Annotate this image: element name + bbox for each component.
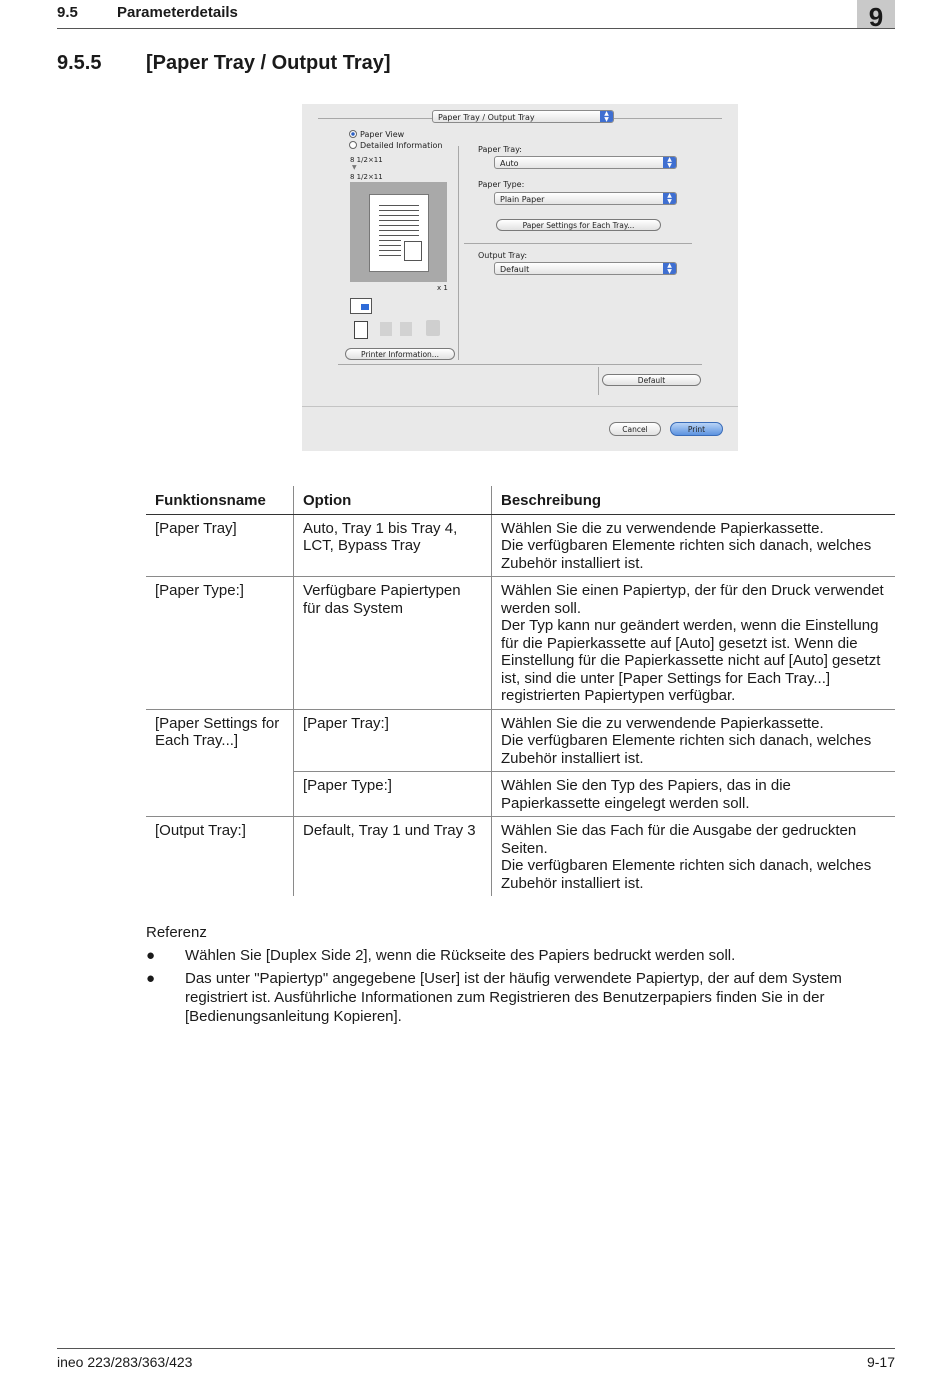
paper-tray-popup[interactable] bbox=[494, 156, 677, 169]
size-top: 8 1/2×11 bbox=[350, 156, 383, 164]
finishing-icon-2 bbox=[400, 322, 412, 336]
description-line: Wählen Sie das Fach für die Ausgabe der gedruckten Seiten. bbox=[501, 822, 857, 857]
radio-off-icon bbox=[349, 141, 357, 149]
panel-popup-label: Paper Tray / Output Tray bbox=[438, 113, 535, 122]
finishing-icon-1 bbox=[380, 322, 392, 336]
reference-title: Referenz bbox=[146, 924, 207, 941]
popup-arrows-icon: ▲ ▼ bbox=[663, 193, 676, 204]
bullet-icon: ● bbox=[146, 970, 156, 987]
list-item bbox=[146, 969, 886, 1026]
popup-arrows-icon: ▲ ▼ bbox=[663, 263, 676, 274]
parameter-table bbox=[146, 486, 895, 896]
popup-arrows-icon: ▲ ▼ bbox=[600, 111, 613, 122]
description-line: Die verfügbaren Elemente richten sich danach, welches Zubehör installiert ist. bbox=[501, 537, 872, 572]
radio-on-icon bbox=[349, 130, 357, 138]
description-line: Der Typ kann nur geändert werden, wenn die Einstellung für die Papierkassette auf [Auto] gesetzt ist. Wenn die Einstellung für die Papierkassette nicht auf [Auto] gesetzt ist, sind die unter [Paper Settings for Each Tray...] registrierten Papiertypen verfügbar. bbox=[501, 617, 881, 704]
panel-popup[interactable] bbox=[432, 110, 614, 123]
cell-description bbox=[492, 772, 896, 817]
cell-option: Default, Tray 1 und Tray 3 bbox=[294, 817, 492, 897]
cell-name: [Paper Type:] bbox=[146, 577, 294, 710]
table-row bbox=[146, 577, 895, 710]
list-item bbox=[146, 946, 886, 965]
paper-type-popup[interactable] bbox=[494, 192, 677, 205]
radio-paper-view[interactable] bbox=[349, 130, 404, 139]
paper-tray-label: Paper Tray: bbox=[478, 145, 522, 154]
reference-list bbox=[146, 946, 886, 1030]
page-header bbox=[57, 0, 895, 29]
column-header: Funktionsname bbox=[146, 486, 294, 514]
chapter-tab: 9 bbox=[857, 0, 895, 28]
copies-count: x 1 bbox=[437, 284, 448, 292]
table-row bbox=[146, 772, 895, 817]
cell-name: [Paper Tray] bbox=[146, 514, 294, 577]
cell-option: [Paper Tray:] bbox=[294, 709, 492, 772]
output-tray-label: Output Tray: bbox=[478, 251, 528, 260]
size-arrow-icon: ▼ bbox=[352, 164, 357, 171]
description-line: Wählen Sie die zu verwendende Papierkassette. bbox=[501, 714, 824, 732]
table-row bbox=[146, 514, 895, 577]
image-block bbox=[404, 241, 422, 261]
cell-option: Verfügbare Papiertypen für das System bbox=[294, 577, 492, 710]
default-button[interactable]: Default bbox=[602, 374, 701, 386]
radio-detailed-info[interactable] bbox=[349, 141, 442, 150]
cell-description bbox=[492, 817, 896, 897]
description-line: Die verfügbaren Elemente richten sich danach, welches Zubehör installiert ist. bbox=[501, 732, 872, 767]
output-tray-popup[interactable] bbox=[494, 262, 677, 275]
print-dialog-screenshot bbox=[302, 104, 738, 451]
lock-icon bbox=[426, 320, 440, 336]
cancel-button[interactable]: Cancel bbox=[609, 422, 661, 436]
description-line: Wählen Sie den Typ des Papiers, das in die Papierkassette eingelegt werden soll. bbox=[501, 777, 791, 812]
printer-info-button[interactable]: Printer Information... bbox=[345, 348, 455, 360]
paper-tray-value: Auto bbox=[500, 159, 519, 168]
cell-option: [Paper Type:] bbox=[294, 772, 492, 817]
cell-name: [Output Tray:] bbox=[155, 822, 246, 839]
cell-name: [Paper Settings for Each Tray...] bbox=[155, 714, 280, 749]
section-number: 9.5.5 bbox=[57, 52, 102, 74]
cell-description bbox=[492, 709, 896, 772]
document-icon bbox=[354, 321, 368, 339]
bullet-icon: ● bbox=[146, 947, 156, 964]
paper-settings-button[interactable]: Paper Settings for Each Tray... bbox=[496, 219, 661, 231]
popup-arrows-icon: ▲ ▼ bbox=[663, 157, 676, 168]
column-header: Beschreibung bbox=[492, 486, 896, 514]
printer-icon bbox=[350, 298, 372, 314]
paper-preview bbox=[350, 182, 447, 282]
header-section-number: 9.5 bbox=[57, 4, 78, 21]
cell-description bbox=[492, 577, 896, 710]
footer-product: ineo 223/283/363/423 bbox=[57, 1354, 193, 1370]
footer-page-number: 9-17 bbox=[866, 1354, 895, 1370]
section-title: [Paper Tray / Output Tray] bbox=[146, 52, 391, 74]
cell-name bbox=[146, 772, 294, 817]
radio-paper-view-label: Paper View bbox=[360, 130, 405, 139]
output-tray-value: Default bbox=[500, 265, 530, 274]
table-header-row bbox=[146, 486, 895, 514]
table-row bbox=[146, 709, 895, 772]
description-line: Wählen Sie einen Papiertyp, der für den Druck verwendet werden soll. bbox=[501, 582, 884, 617]
description-line: Wählen Sie die zu verwendende Papierkassette. bbox=[501, 519, 824, 537]
list-item-text: Wählen Sie [Duplex Side 2], wenn die Rückseite des Papiers bedruckt werden soll. bbox=[185, 947, 736, 964]
radio-detailed-info-label: Detailed Information bbox=[360, 141, 443, 150]
page-footer bbox=[57, 1348, 895, 1370]
size-bottom: 8 1/2×11 bbox=[350, 173, 383, 181]
print-button[interactable]: Print bbox=[670, 422, 723, 436]
column-header: Option bbox=[294, 486, 492, 514]
list-item-text: Das unter "Papiertyp" angegebene [User] ist der häufig verwendete Papiertyp, der auf dem System registriert ist. Ausführliche Informationen zum Registrieren des Benutzerpapiers finden Sie in der [Bedienungsanleitung Kopieren]. bbox=[185, 970, 842, 1025]
paper-type-value: Plain Paper bbox=[500, 195, 545, 204]
paper-type-label: Paper Type: bbox=[478, 180, 525, 189]
page-thumbnail bbox=[369, 194, 429, 272]
description-line: Die verfügbaren Elemente richten sich danach, welches Zubehör installiert ist. bbox=[501, 857, 872, 892]
header-section-title: Parameterdetails bbox=[117, 4, 238, 21]
table-row bbox=[146, 817, 895, 897]
cell-description bbox=[492, 514, 896, 577]
cell-option: Auto, Tray 1 bis Tray 4, LCT, Bypass Tray bbox=[294, 514, 492, 577]
